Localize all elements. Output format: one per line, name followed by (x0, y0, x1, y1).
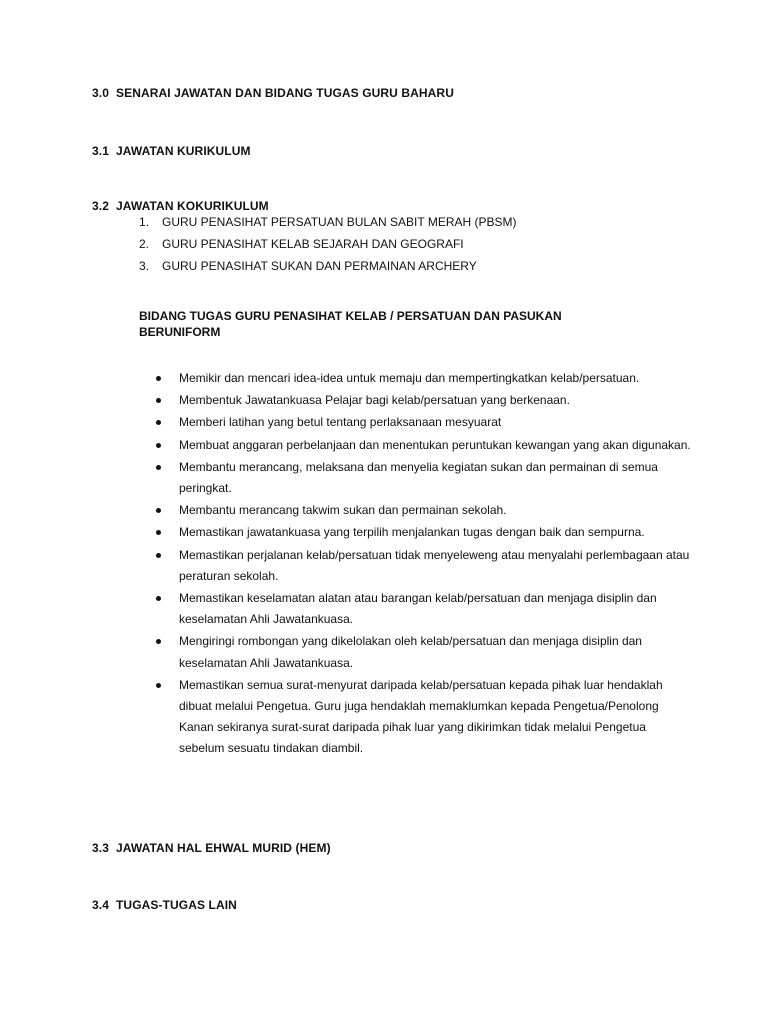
section-title: JAWATAN KURIKULUM (116, 144, 251, 158)
list-item (152, 588, 692, 630)
bullet-icon (156, 376, 161, 381)
section-3-0-heading (92, 86, 454, 100)
duty-text: Memberi latihan yang betul tentang perlaksanaan mesyuarat (179, 415, 502, 430)
section-3-1-heading (92, 144, 251, 158)
duty-text: Memastikan semua surat-menyurat daripada kelab/persatuan kepada pihak luar hendaklah dibuat melalui Pengetua. Guru juga hendaklah memaklumkan kepada Pengetua/Penolong Kanan sekiranya surat-surat daripada pihak luar yang dikirimkan tidak melalui Pengetua sebelum sesuatu tindakan diambil. (179, 677, 663, 756)
section-number: 3.4 (92, 898, 109, 912)
duty-text: Membantu merancang, melaksana dan menyelia kegiatan sukan dan permainan di semua peringkat. (179, 459, 658, 496)
list-item (139, 215, 517, 237)
kokurikulum-position-list (139, 215, 517, 281)
list-item (152, 412, 692, 433)
list-item (152, 457, 692, 499)
list-item (139, 237, 517, 259)
item-text: GURU PENASIHAT SUKAN DAN PERMAINAN ARCHERY (162, 259, 477, 273)
bullet-icon (156, 683, 161, 688)
bullet-icon (156, 596, 161, 601)
duty-text: Membentuk Jawatankuasa Pelajar bagi kelab/persatuan yang berkenaan. (179, 393, 570, 408)
bullet-icon (156, 530, 161, 535)
duty-text: Memastikan jawatankuasa yang terpilih menjalankan tugas dengan baik dan sempurna. (179, 525, 645, 540)
section-title: TUGAS-TUGAS LAIN (116, 898, 237, 912)
duties-heading: BIDANG TUGAS GURU PENASIHAT KELAB / PERSATUAN DAN PASUKAN BERUNIFORM (139, 309, 562, 339)
item-text: GURU PENASIHAT PERSATUAN BULAN SABIT MERAH (PBSM) (162, 215, 517, 229)
section-number: 3.1 (92, 144, 109, 158)
bullet-icon (156, 420, 161, 425)
list-item (152, 675, 692, 760)
list-item (152, 368, 692, 389)
duties-list (152, 368, 692, 760)
duty-text: Memastikan keselamatan alatan atau barangan kelab/persatuan dan menjaga disiplin dan keselamatan Ahli Jawatankuasa. (179, 591, 657, 627)
duty-text: Mengiringi rombongan yang dikelolakan oleh kelab/persatuan dan menjaga disiplin dan keselamatan Ahli Jawatankuasa. (179, 634, 642, 670)
duty-text: Membuat anggaran perbelanjaan dan menentukan peruntukan kewangan yang akan digunakan. (179, 437, 691, 452)
bullet-icon (156, 639, 161, 644)
section-number: 3.2 (92, 199, 109, 213)
section-number: 3.0 (92, 86, 109, 100)
list-item (152, 500, 692, 521)
section-3-4-heading (92, 898, 237, 912)
list-item (152, 390, 692, 411)
item-number: 3. (139, 259, 150, 273)
section-3-2-heading (92, 199, 269, 213)
list-item (152, 435, 692, 456)
list-item (139, 259, 517, 281)
item-text: GURU PENASIHAT KELAB SEJARAH DAN GEOGRAFI (162, 237, 464, 251)
list-item (152, 522, 692, 543)
section-title: JAWATAN HAL EHWAL MURID (HEM) (116, 841, 331, 855)
item-number: 1. (139, 215, 150, 229)
section-title: SENARAI JAWATAN DAN BIDANG TUGAS GURU BAHARU (116, 86, 454, 100)
list-item (152, 545, 692, 587)
section-title: JAWATAN KOKURIKULUM (116, 199, 269, 213)
bullet-icon (156, 553, 161, 558)
bullet-icon (156, 465, 161, 470)
bullet-icon (156, 398, 161, 403)
bullet-icon (156, 443, 161, 448)
bullet-icon (156, 508, 161, 513)
section-number: 3.3 (92, 841, 109, 855)
duty-text: Memikir dan mencari idea-idea untuk memaju dan mempertingkatkan kelab/persatuan. (179, 371, 640, 385)
duty-text: Memastikan perjalanan kelab/persatuan tidak menyeleweng atau menyalahi perlembagaan atau peraturan sekolah. (179, 547, 690, 583)
list-item (152, 631, 692, 673)
item-number: 2. (139, 237, 150, 251)
section-3-3-heading (92, 841, 331, 855)
duty-text: Membantu merancang takwim sukan dan permainan sekolah. (179, 503, 507, 518)
